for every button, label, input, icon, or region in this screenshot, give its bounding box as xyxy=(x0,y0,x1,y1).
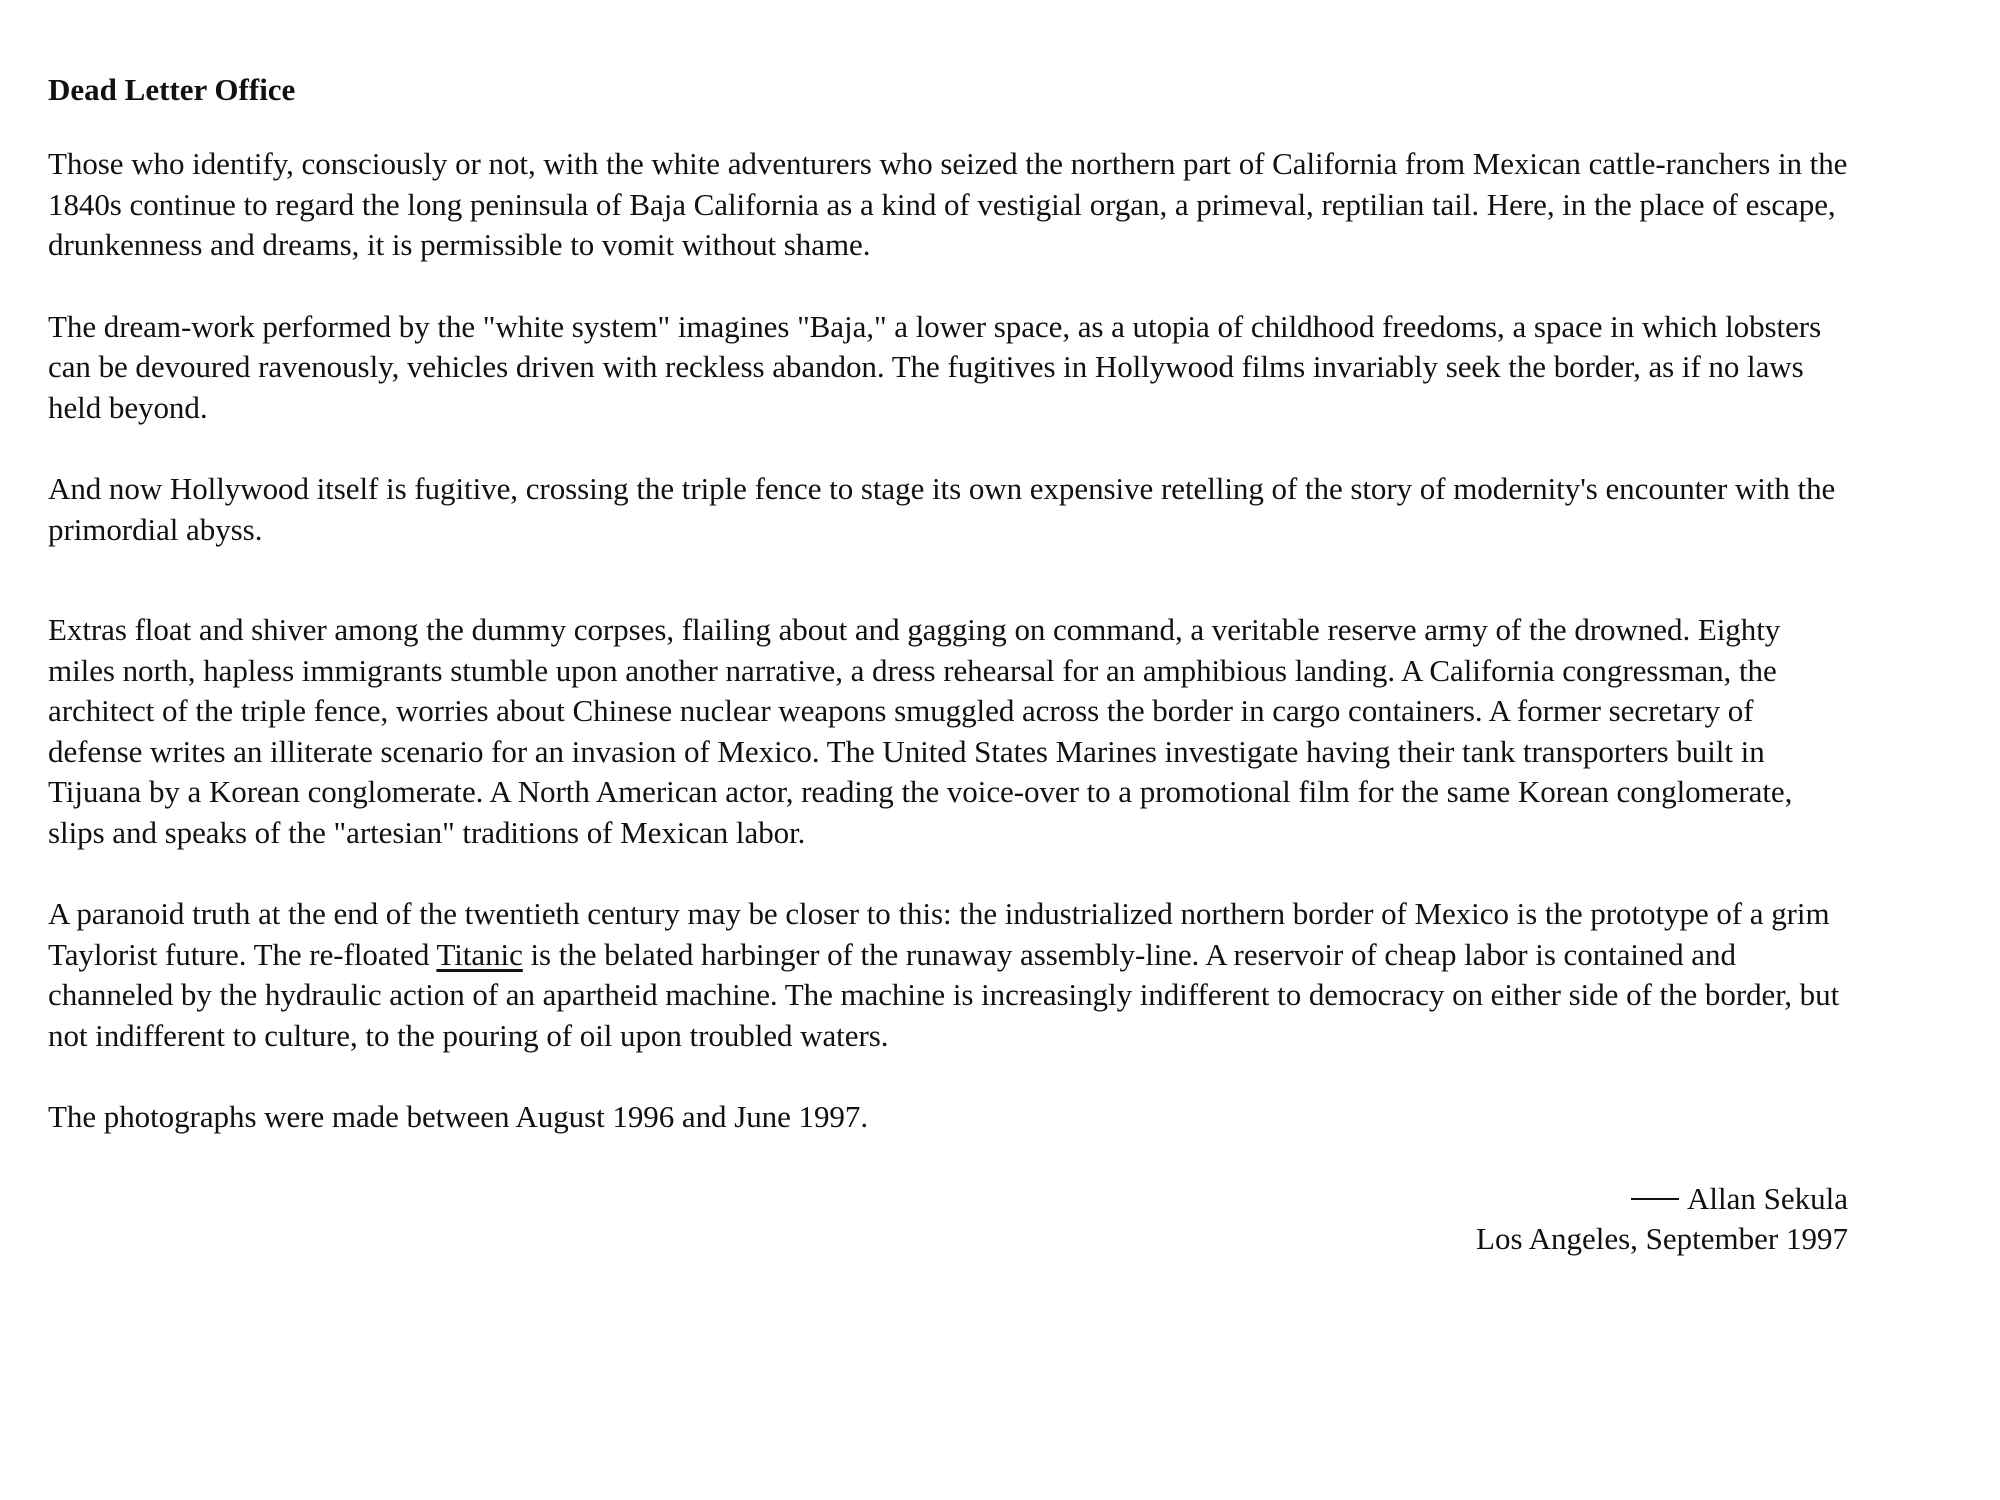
document-page xyxy=(48,70,1848,1256)
paragraph-5-after: is the belated harbinger of the runaway assembly-line. A reservoir of cheap labor is contained and channeled by the hydraulic action of an apartheid machine. The machine is increasingly indifferent to democracy on either side of the border, but not indifferent to culture, to the pouring of oil upon troubled waters. xyxy=(48,936,1840,1053)
signature-place-date: Los Angeles, September 1997 xyxy=(1476,1220,1848,1256)
closing-line: The photographs were made between August 1996 and June 1997. xyxy=(48,1099,869,1134)
signature-block xyxy=(1048,1179,1848,1259)
paragraph-2: The dream-work performed by the "white system" imagines "Baja," a lower space, as a utopia of childhood freedoms, a space in which lobsters can be devoured ravenously, vehicles driven with reckless abandon. The fugitives in Hollywood films invariably seek the border, as if no laws held beyond. xyxy=(48,308,1822,425)
signature-author-line xyxy=(1048,1179,1848,1219)
titanic-title: Titanic xyxy=(436,936,523,972)
signature-author: Allan Sekula xyxy=(1687,1180,1848,1216)
em-dash-rule xyxy=(1631,1198,1679,1200)
paragraph-1: Those who identify, consciously or not, with the white adventurers who seized the northern part of California from Mexican cattle-ranchers in the 1840s continue to regard the long peninsula of Baja California as a kind of vestigial organ, a primeval, reptilian tail. Here, in the place of escape, drunkenness and dreams, it is permissible to vomit without shame. xyxy=(48,146,1848,262)
paragraph-3: And now Hollywood itself is fugitive, crossing the triple fence to stage its own expensive retelling of the story of modernity's encounter with the primordial abyss. xyxy=(48,471,1836,547)
paragraph-5 xyxy=(48,894,1848,1056)
paragraph-5-before: A paranoid truth at the end of the twentieth century may be closer to this: the industrialized northern border of Mexico is the prototype of a grim Taylorist future. The re-floated xyxy=(48,896,1830,972)
document-title: Dead Letter Office xyxy=(48,72,296,107)
paragraph-4: Extras float and shiver among the dummy corpses, flailing about and gagging on command, a veritable reserve army of the drowned. Eighty miles north, hapless immigrants stumble upon another narrative, a dress rehearsal for an amphibious landing. A California congressman, the architect of the triple fence, worries about Chinese nuclear weapons smuggled across the border in cargo containers. A former secretary of defense writes an illiterate scenario for an invasion of Mexico. The United States Marines investigate having their tank transporters built in Tijuana by a Korean conglomerate. A North American actor, reading the voice-over to a promotional film for the same Korean conglomerate, slips and speaks of the "artesian" traditions of Mexican labor. xyxy=(48,612,1793,850)
